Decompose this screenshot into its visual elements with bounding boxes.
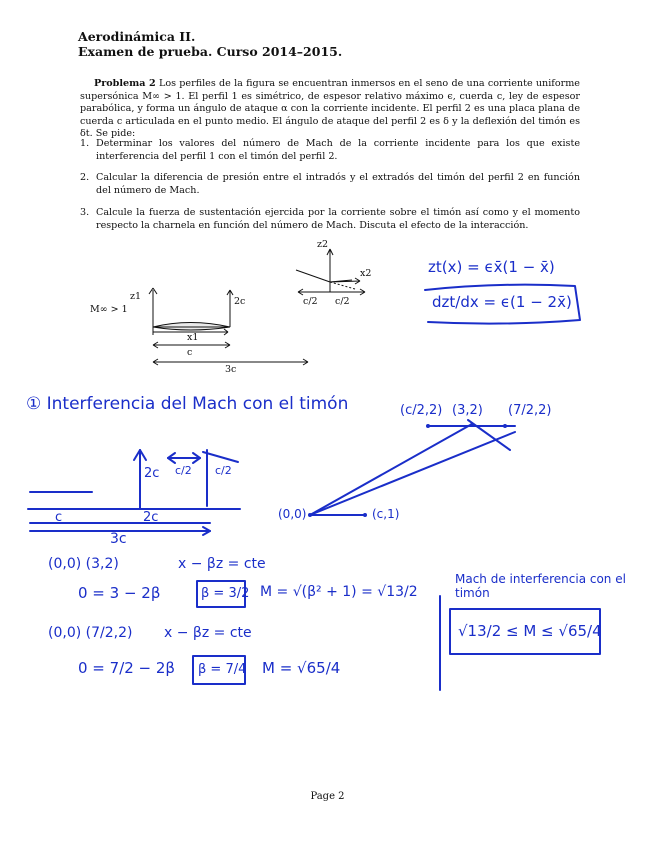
hw-calc2-points: (0,0) (7/2,2) xyxy=(48,625,133,641)
item-number: 2. xyxy=(80,172,90,183)
document-header-course: Aerodinámica II. xyxy=(78,29,196,44)
problem-title: Problema 2 xyxy=(94,78,156,89)
figure-label-3c: 3c xyxy=(225,364,237,375)
item-text: Calcule la fuerza de sustentación ejercida por la corriente sobre el timón así como y el momento respecto la charnela en función del número de Mach. Discuta el efecto de la interacción. xyxy=(96,207,580,231)
figure-label-c-half-1: c/2 xyxy=(303,296,318,307)
hw-sketch-2c-bottom: 2c xyxy=(143,510,159,525)
document-header-exam: Examen de prueba. Curso 2014–2015. xyxy=(78,44,343,59)
figure-label-c-half-2: c/2 xyxy=(335,296,350,307)
hw-point-c: (7/2,2) xyxy=(508,403,552,418)
hw-calc1-equation: 0 = 3 − 2β xyxy=(78,584,161,602)
hw-calc1-beta: β = 3/2 xyxy=(201,586,250,601)
figure-label-c: c xyxy=(187,347,193,358)
hw-sketch-c-half-1: c/2 xyxy=(175,464,192,477)
hw-result-title: Mach de interferencia con el timón xyxy=(455,572,626,600)
item-number: 3. xyxy=(80,207,90,218)
figure-label-z2: z2 xyxy=(317,239,329,250)
hw-thickness-equation: zt(x) = ϵx̄(1 − x̄) xyxy=(428,258,555,276)
hw-calc2-equation: 0 = 7/2 − 2β xyxy=(78,659,176,677)
ray-line-1 xyxy=(310,424,472,515)
figure-label-mach: M∞ > 1 xyxy=(90,304,128,315)
hw-result-range: √13/2 ≤ M ≤ √65/4 xyxy=(458,622,602,640)
hw-calc2-relation: x − βz = cte xyxy=(164,625,252,641)
figure-label-z1: z1 xyxy=(130,291,142,302)
problem-intro-text: Los perfiles de la figura se encuentran inmersos en el seno de una corriente uniforme supersónica M∞ > 1. El perfil 1 es simétrico, de espesor relativo máximo ϵ, cuerda c, ley de espesor parabólica, y forma un ángulo de ataque α con la corriente incidente. El perfil 2 es una placa plana de cuerda c articulada en el punto medio. El ángulo de ataque del perfil 2 es δ y la deflexión del timón es δt. Se pide: xyxy=(80,78,580,140)
hw-calc2-mach: M = √65/4 xyxy=(262,659,341,677)
hw-calc1-points: (0,0) (3,2) xyxy=(48,556,119,572)
hw-calc1-mach: M = √(β² + 1) = √13/2 xyxy=(260,584,418,600)
hw-calc2-beta: β = 7/4 xyxy=(198,662,247,677)
item-number: 1. xyxy=(80,138,90,149)
figure-label-x1: x1 xyxy=(187,332,199,343)
hw-sketch-c: c xyxy=(55,510,63,525)
hw-point-c1: (c,1) xyxy=(372,507,400,521)
hw-sketch-2c: 2c xyxy=(144,466,160,481)
hw-sketch-c-half-2: c/2 xyxy=(215,464,232,477)
hw-section-title: ① Interferencia del Mach con el timón xyxy=(26,394,349,414)
figure-label-2c: 2c xyxy=(234,296,246,307)
hw-sketch-3c: 3c xyxy=(110,531,127,547)
hw-slope-equation: dzt/dx = ϵ(1 − 2x̄) xyxy=(432,293,572,311)
hw-point-origin: (0,0) xyxy=(278,507,307,521)
item-text: Calcular la diferencia de presión entre el intradós y el extradós del timón del perfil 2 en función del número de Mach. xyxy=(96,172,580,196)
page-number: Page 2 xyxy=(310,791,345,802)
hw-point-a: (c/2,2) xyxy=(400,403,443,418)
item-text: Determinar los valores del número de Mach de la corriente incidente para los que existe interferencia del perfil 1 con el timón del perfil 2. xyxy=(96,138,580,162)
hw-calc1-relation: x − βz = cte xyxy=(178,556,266,572)
figure-label-x2: x2 xyxy=(360,268,372,279)
ray-line-2 xyxy=(310,432,515,515)
hw-point-b: (3,2) xyxy=(452,403,483,418)
